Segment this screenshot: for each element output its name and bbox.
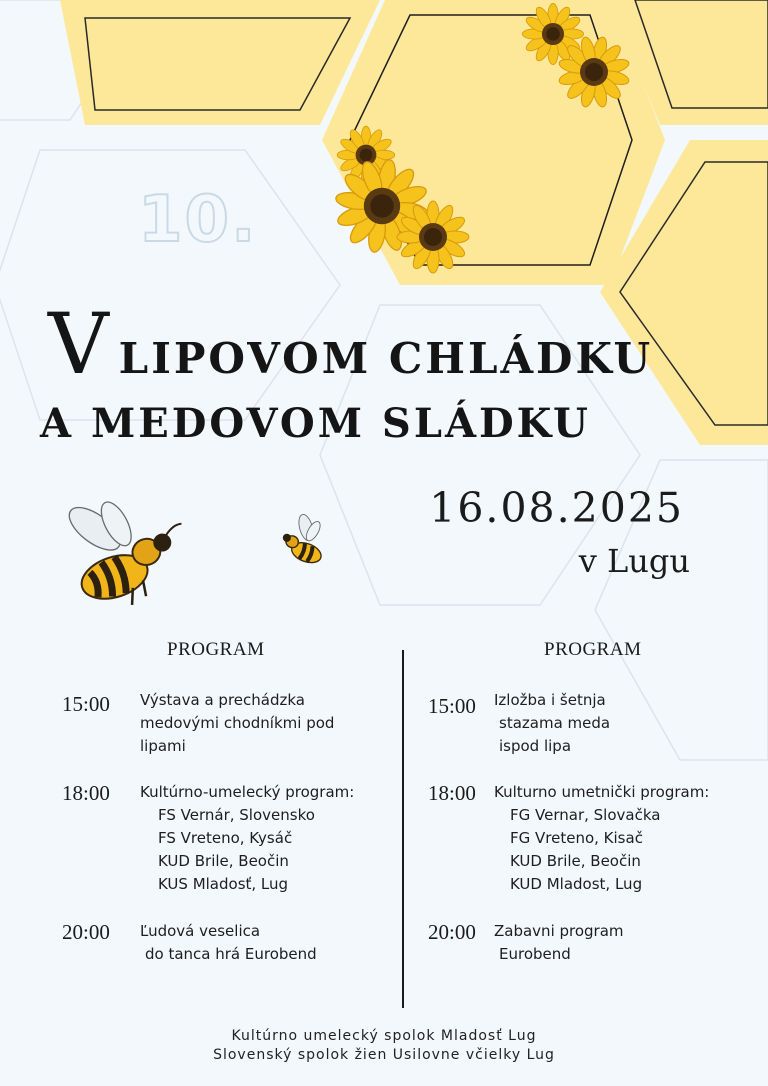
bee-icon <box>278 507 334 566</box>
ensemble-line: FG Vernar, Slovačka <box>510 806 661 824</box>
event-place: v Lugu <box>578 542 690 580</box>
program-description <box>140 920 317 966</box>
title-line1-text: LIPOVOM CHLÁDKU <box>118 334 654 383</box>
ensemble-line: KUD Brile, Beočin <box>158 852 289 870</box>
program-line: do tanca hrá Eurobend <box>145 945 317 963</box>
program-time: 15:00 <box>428 694 476 718</box>
program-line: lipami <box>140 737 186 755</box>
ensemble-line: FG Vreteno, Kisač <box>510 829 643 847</box>
title-initial: V <box>48 295 109 393</box>
program-description <box>494 920 624 966</box>
ensemble-line: FS Vreteno, Kysáč <box>158 829 293 847</box>
ensemble-line: KUD Mladost, Lug <box>510 875 643 893</box>
organizer-line: Kultúrno umelecký spolok Mladosť Lug <box>231 1028 537 1044</box>
ensemble-line: KUS Mladosť, Lug <box>158 875 289 893</box>
event-title-line2: A MEDOVOM SLÁDKU <box>40 400 591 447</box>
organizer-line: Slovenský spolok žien Usilovne včielky Lug <box>213 1047 555 1063</box>
program-description <box>140 781 354 896</box>
program-line: medovými chodníkmi pod <box>140 714 335 732</box>
program-line: Výstava a prechádzka <box>140 691 305 709</box>
program-line: Izložba i šetnja <box>494 691 606 709</box>
program-heading-serbian: PROGRAM <box>544 639 642 660</box>
ensemble-line: FS Vernár, Slovensko <box>158 806 315 824</box>
program-line: stazama meda <box>499 714 611 732</box>
column-divider <box>402 650 404 1008</box>
program-line: ispod lipa <box>499 737 572 755</box>
program-line: Kulturno umetnički program: <box>494 783 710 801</box>
program-line: Kultúrno-umelecký program: <box>140 783 355 801</box>
edition-number: 10. <box>138 183 258 257</box>
program-time: 18:00 <box>428 781 476 805</box>
event-title-line1 <box>48 295 654 393</box>
program-line: Zabavni program <box>494 922 624 940</box>
program-time: 18:00 <box>62 781 110 805</box>
program-heading-slovak: PROGRAM <box>167 639 265 660</box>
ensemble-line: KUD Brile, Beočin <box>510 852 641 870</box>
program-description <box>494 689 610 758</box>
program-time: 20:00 <box>62 920 110 944</box>
program-line: Ľudová veselica <box>140 922 261 940</box>
program-line: Eurobend <box>499 945 571 963</box>
program-time: 15:00 <box>62 692 110 716</box>
bee-icon <box>56 472 200 618</box>
program-description <box>494 781 709 896</box>
event-date: 16.08.2025 <box>429 484 684 532</box>
program-time: 20:00 <box>428 920 476 944</box>
program-description <box>140 689 334 758</box>
